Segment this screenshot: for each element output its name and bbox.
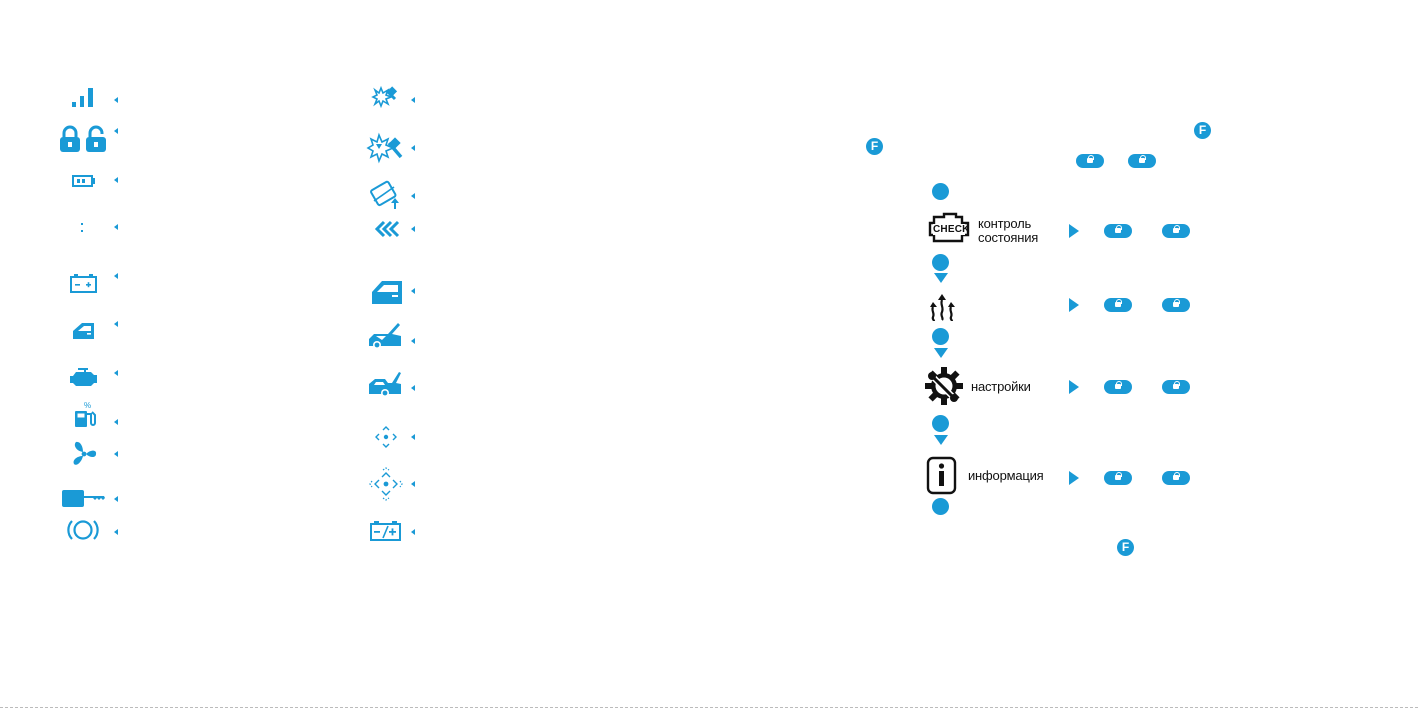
arrow-right-icon	[1069, 298, 1079, 312]
menu-item-status-label-line1: контроль	[978, 216, 1032, 231]
shock-alarm-icon	[369, 135, 405, 165]
svg-text:%: %	[84, 401, 92, 410]
menu-item-info-label: информация	[968, 468, 1044, 483]
trunk-icon	[368, 370, 404, 396]
check-label: CHECK	[933, 224, 970, 235]
fuel-icon	[74, 402, 98, 428]
tilt-sensor-icon	[370, 182, 402, 210]
arrow-right-icon	[1069, 471, 1079, 485]
key-icon	[62, 490, 106, 508]
step-dot	[932, 183, 949, 200]
fob-unlock-button-top[interactable]	[1128, 154, 1156, 168]
step-dot	[932, 328, 949, 345]
step-dot	[932, 254, 949, 271]
step-dot	[932, 498, 949, 515]
lock-unlock-icon	[59, 125, 107, 153]
brake-icon	[67, 517, 99, 543]
fan-icon	[71, 441, 97, 467]
f-button-bottom[interactable]: F	[1117, 539, 1134, 556]
fob-unlock-button[interactable]	[1162, 380, 1190, 394]
motion-sensor-alarm-icon	[371, 469, 401, 499]
arrow-right-icon	[1069, 224, 1079, 238]
fob-unlock-button[interactable]	[1162, 298, 1190, 312]
fob-lock-button-top[interactable]	[1076, 154, 1104, 168]
step-dot	[932, 415, 949, 432]
double-chevron-icon	[374, 221, 400, 237]
menu-item-settings-label: настройки	[971, 379, 1031, 394]
motion-sensor-icon	[375, 426, 397, 448]
engine-icon	[70, 368, 98, 386]
heat-icon	[926, 292, 958, 322]
page-cut-line	[0, 707, 1418, 709]
car-battery-icon	[70, 273, 98, 293]
f-button-top-left[interactable]: F	[866, 138, 883, 155]
battery-minus-plus-icon	[370, 520, 402, 542]
fob-lock-button[interactable]	[1104, 224, 1132, 238]
f-button-top-right[interactable]: F	[1194, 122, 1211, 139]
colon-icon	[80, 222, 86, 234]
car-door-icon	[72, 321, 96, 340]
fob-unlock-button[interactable]	[1162, 224, 1190, 238]
fob-lock-button[interactable]	[1104, 380, 1132, 394]
info-icon	[926, 456, 958, 496]
signal-strength-icon	[72, 87, 96, 107]
fob-lock-button[interactable]	[1104, 298, 1132, 312]
arrow-down-icon	[934, 435, 948, 445]
settings-gear-icon	[924, 366, 964, 406]
shock-sensor-icon	[373, 87, 399, 109]
menu-item-status-label-line2: состояния	[978, 230, 1039, 245]
arrow-right-icon	[1069, 380, 1079, 394]
hood-icon	[368, 322, 404, 348]
fob-unlock-button[interactable]	[1162, 471, 1190, 485]
fob-battery-icon	[72, 175, 96, 187]
arrow-down-icon	[934, 348, 948, 358]
fob-lock-button[interactable]	[1104, 471, 1132, 485]
door-icon	[371, 279, 403, 305]
arrow-down-icon	[934, 273, 948, 283]
